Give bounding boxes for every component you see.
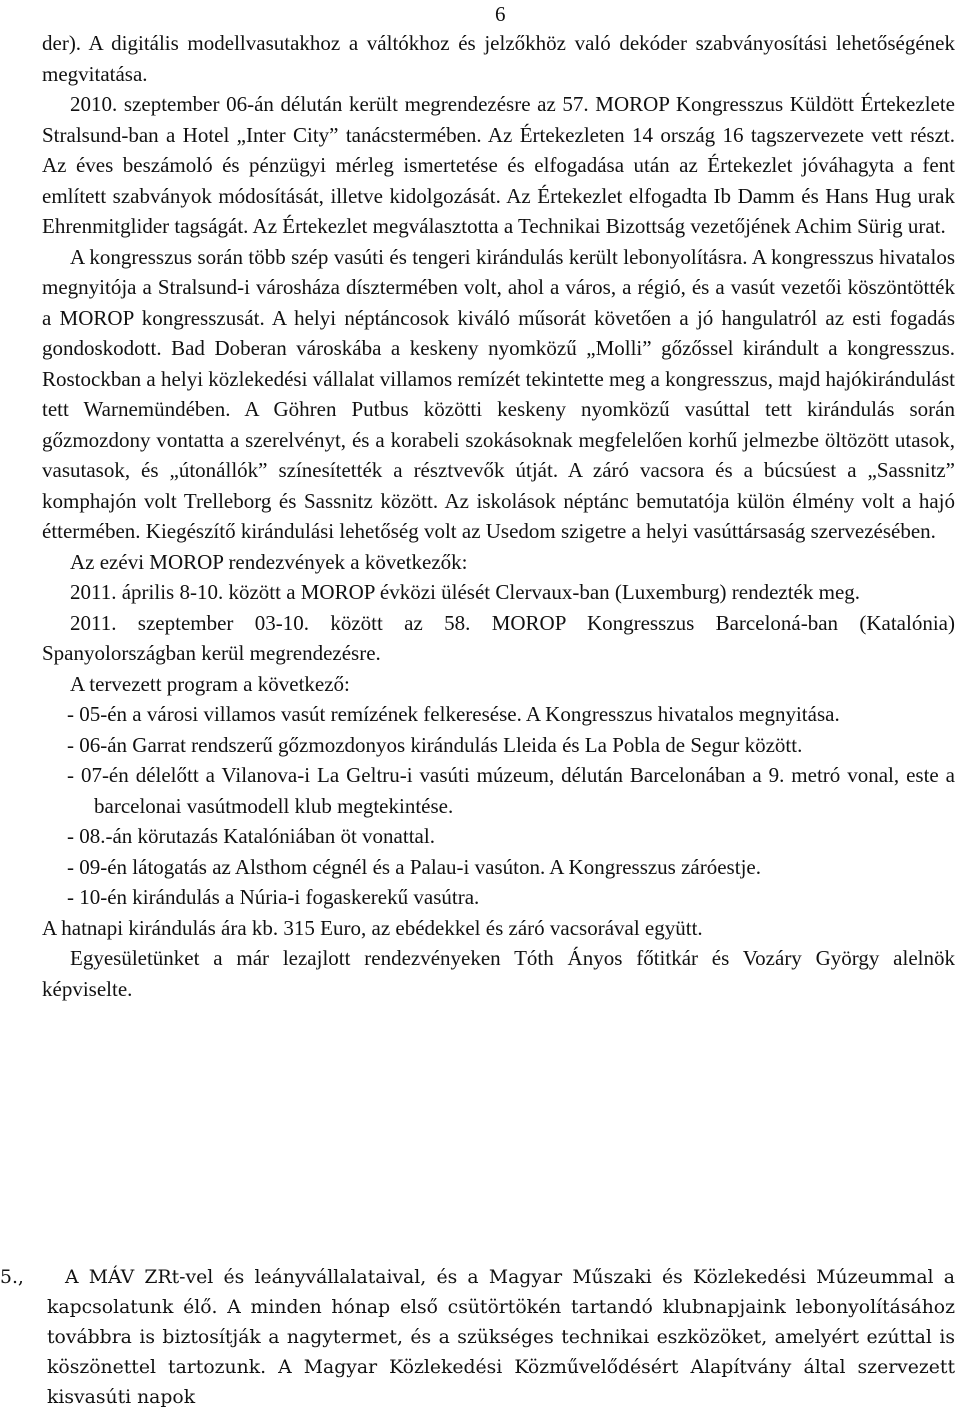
- section-5-text: A MÁV ZRt-vel és leányvállalataival, és a Magyar Műszaki és Közlekedési Múzeummal a kapcsolatunk élő. A minden hónap első csütörtökén tartandó klubnapjaink lebonyolításához továbbra is biztosítják a nagytermet, és a szükséges technikai eszközöket, amelyért ezúttal is köszönettel tartozunk. A Magyar Közlekedési Közművelődésért Alapítvány által szervezett kisvasúti napok: [47, 1267, 955, 1408]
- list-item: - 09-én látogatás az Alsthom cégnél és a Palau-i vasúton. A Kongresszus záróestje.: [67, 854, 761, 879]
- paragraph: A hatnapi kirándulás ára kb. 315 Euro, az ebédekkel és záró vacsorával együtt.: [42, 915, 703, 940]
- list-item: - 08.-án körutazás Katalóniában öt vonattal.: [67, 824, 435, 848]
- section-5: [0, 1263, 955, 1413]
- paragraph: 2011. szeptember 03-10. között az 58. MOROP Kongresszus Barceloná-ban (Katalónia) Spanyolországban kerül megrendezésre.: [42, 610, 955, 665]
- section-5-paragraph: [0, 1263, 955, 1413]
- paragraph: A kongresszus során több szép vasúti és tengeri kirándulás került lebonyolításra. A kongresszus hivatalos megnyitója a Stralsund-i városháza dísztermében volt, ahol a város, a régió, és a vasút vezetői köszöntötték a MOROP kongresszusát. A helyi néptáncosok kiváló műsorát követően a jó hangulatról az esti fogadás gondoskodott. Bad Doberan városkába a keskeny nyomközű „Molli” gőzőssel kirándult a kongresszus. Rostockban a helyi közlekedési vállalat villamos remízét tekintette meg a kongresszus, majd hajókirándulást tett Warnemündében. A Göhren Putbus közötti keskeny nyomközű vasúttal tett kirándulás során gőzmozdony vontatta a szerelvényt, és a korabeli szokásoknak megfelelően korhű jelmezbe öltözött utasok, vasutasok, és „útonállók” színesítették a résztvevők útját. A záró vacsora és a búcsúest a „Sassnitz” komphajón volt Trelleborg és Sassnitz között. Az iskolások néptánc bemutatója külön élmény volt a hajó éttermében. Kiegészítő kirándulási lehetőség volt az Usedom szigetre a helyi vasúttársaság szervezésében.: [42, 244, 955, 543]
- paragraph: A tervezett program a következő:: [70, 671, 350, 696]
- paragraph: Egyesületünket a már lezajlott rendezvényeken Tóth Ányos főtitkár és Vozáry György alelnök képviselte.: [42, 946, 955, 1001]
- body-text: [42, 28, 955, 1004]
- page-number: 6: [495, 2, 506, 26]
- list-item: - 07-én délelőtt a Vilanova-i La Geltru-i vasúti múzeum, délután Barcelonában a 9. metró vonal, este a barcelonai vasútmodell klub megtekintése.: [67, 763, 955, 818]
- section-number: 5.,: [0, 1267, 24, 1288]
- paragraph: der). A digitális modellvasutakhoz a váltókhoz és jelzőkhöz való dekóder szabványosítási lehetőségének megvitatása.: [42, 31, 955, 86]
- list-item: - 06-án Garrat rendszerű gőzmozdonyos kirándulás Lleida és La Pobla de Segur között.: [67, 732, 803, 757]
- paragraph: Az ezévi MOROP rendezvények a következők:: [70, 549, 468, 574]
- list-item: - 10-én kirándulás a Núria-i fogaskerekű vasútra.: [67, 885, 480, 909]
- list-item: - 05-én a városi villamos vasút remízének felkeresése. A Kongresszus hivatalos megnyitása.: [67, 702, 840, 726]
- paragraph: 2011. április 8-10. között a MOROP évközi ülését Clervaux-ban (Luxemburg) rendezték meg.: [70, 580, 861, 604]
- paragraph: 2010. szeptember 06-án délután került megrendezésre az 57. MOROP Kongresszus Küldött Értekezlete Stralsund-ban a Hotel „Inter City” tanácstermében. Az Értekezleten 14 ország 16 tagszervezete vett részt. Az éves beszámoló és pénzügyi mérleg ismertetése és elfogadása után az Értekezlet jóváhagyta a fent említett szabványok módosítását, illetve kidolgozását. Az Értekezlet elfogadta Ib Damm és Hans Hug urak Ehrenmitglider tagságát. Az Értekezlet megválasztotta a Technikai Bizottság vezetőjének Achim Sürig urat.: [42, 92, 955, 238]
